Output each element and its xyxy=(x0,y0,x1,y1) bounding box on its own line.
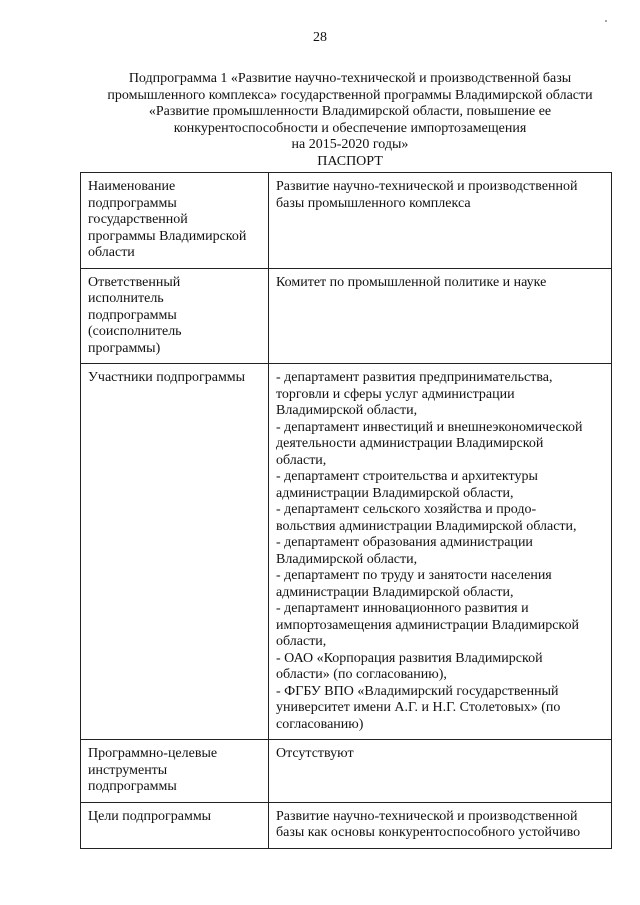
label-line: исполнитель xyxy=(88,291,164,306)
row-label-participants xyxy=(81,364,269,740)
value-line: Отсутствуют xyxy=(276,746,354,761)
label-line: области xyxy=(88,245,135,260)
document-title xyxy=(70,71,630,154)
title-line: конкурентоспособности и обеспечение импортозамещения xyxy=(173,120,527,136)
row-value-goals xyxy=(269,802,612,848)
label-line: подпрограммы xyxy=(88,307,177,323)
row-value-responsible xyxy=(269,268,612,364)
value-line: администрации Владимирской области, xyxy=(276,584,514,600)
value-line: - ФГБУ ВПО «Владимирский государственный xyxy=(276,683,559,699)
label-line: (соисполнитель xyxy=(88,324,182,339)
value-line: деятельности администрации Владимирской xyxy=(276,436,544,451)
value-line: Владимирской области, xyxy=(276,403,418,418)
value-line: - департамент образования администрации xyxy=(276,535,533,550)
value-line: базы как основы конкурентоспособного устойчиво xyxy=(276,825,581,840)
row-value-subprogram-name xyxy=(269,173,612,269)
value-line: базы промышленного комплекса xyxy=(276,195,471,211)
value-line: - департамент строительства и архитектуры xyxy=(276,469,538,484)
label-line: программы) xyxy=(88,340,161,356)
label-line: Цели подпрограммы xyxy=(88,808,212,824)
title-line: промышленного комплекса» государственной программы Владимирской области xyxy=(107,87,593,103)
value-line: университет имени А.Г. и Н.Г. Столетовых» (по xyxy=(276,700,561,715)
title-line: на 2015-2020 годы» xyxy=(291,137,409,152)
passport-table xyxy=(80,172,612,849)
table-row xyxy=(81,740,612,803)
label-line: Ответственный xyxy=(88,274,181,290)
value-line: области, xyxy=(276,452,327,468)
scan-speck xyxy=(605,20,607,22)
value-line: торговли и сферы услуг администрации xyxy=(276,386,515,402)
label-line: подпрограммы xyxy=(88,195,177,211)
value-line: - департамент инновационного развития и xyxy=(276,601,529,616)
value-line: - ОАО «Корпорация развития Владимирской xyxy=(276,650,543,666)
value-line: - департамент сельского хозяйства и продо- xyxy=(276,502,537,517)
value-line: согласованию) xyxy=(276,716,364,732)
value-line: импортозамещения администрации Владимирской xyxy=(276,617,579,633)
label-line: инструменты xyxy=(88,762,168,778)
value-line: области» (по согласованию), xyxy=(276,667,447,682)
passport-heading: ПАСПОРТ xyxy=(317,154,383,169)
label-line: государственной xyxy=(88,212,188,227)
value-line: вольствия администрации Владимирской области, xyxy=(276,518,577,534)
row-value-instruments xyxy=(269,740,612,803)
title-line: Подпрограмма 1 «Развитие научно-технической и производственной базы xyxy=(128,71,572,86)
table-row xyxy=(81,364,612,740)
label-line: программы Владимирской xyxy=(88,228,247,244)
value-line: области, xyxy=(276,634,327,649)
label-line: Участники подпрограммы xyxy=(88,370,246,385)
value-line: - департамент по труду и занятости населения xyxy=(276,568,552,583)
value-line: Комитет по промышленной политике и науке xyxy=(276,274,547,290)
value-line: - департамент развития предпринимательства, xyxy=(276,370,553,385)
table-row xyxy=(81,802,612,848)
value-line: Владимирской области, xyxy=(276,551,418,567)
value-line: Развитие научно-технической и производственной xyxy=(276,179,578,194)
row-label-instruments xyxy=(81,740,269,803)
table-row xyxy=(81,268,612,364)
title-line: «Развитие промышленности Владимирской области, повышение ее xyxy=(148,104,552,119)
value-line: - департамент инвестиций и внешнеэкономической xyxy=(276,419,583,435)
row-label-goals xyxy=(81,802,269,848)
value-line: Развитие научно-технической и производственной xyxy=(276,808,578,824)
label-line: подпрограммы xyxy=(88,779,177,794)
page-number: 28 xyxy=(313,30,327,45)
table-row xyxy=(81,173,612,269)
value-line: администрации Владимирской области, xyxy=(276,485,514,501)
row-value-participants xyxy=(269,364,612,740)
label-line: Наименование xyxy=(88,179,176,194)
row-label-responsible xyxy=(81,268,269,364)
label-line: Программно-целевые xyxy=(88,746,218,761)
row-label-subprogram-name xyxy=(81,173,269,269)
